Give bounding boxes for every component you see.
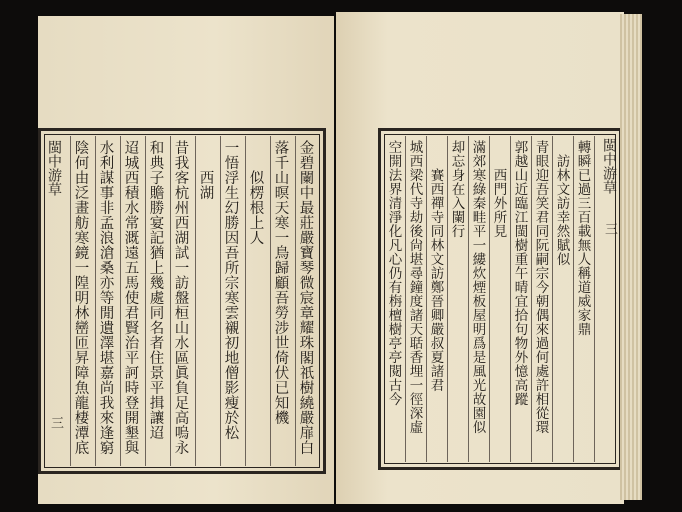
column-rule (195, 136, 196, 466)
book-page-edges (620, 14, 642, 500)
text-column: 訪林文訪幸然賦似 (553, 140, 570, 266)
text-column: 迢城西積水常溉遠五馬使君賢治平訶時登開墾與 (122, 140, 139, 455)
text-column: 轉瞬已過三百載無人稱道威家鼎 (574, 140, 591, 336)
left-page (38, 16, 334, 504)
text-column: 賽西禪寺同林文訪鄭晉卿嚴叔夏諸君 (427, 140, 444, 392)
column-rule (510, 136, 511, 462)
column-rule (405, 136, 406, 462)
column-rule (531, 136, 532, 462)
text-column: 城西梁代寺劫後尙堪尋鐘度諸天聒香埋一徑深虛 (406, 140, 423, 434)
column-rule (270, 136, 271, 466)
right-folio-number: 三 (602, 222, 617, 235)
column-rule (573, 136, 574, 462)
text-column: 西湖 (197, 140, 214, 200)
left-margin-title: 閩中游草 (46, 140, 62, 196)
column-rule (489, 136, 490, 462)
column-rule (220, 136, 221, 466)
column-rule (170, 136, 171, 466)
column-rule (426, 136, 427, 462)
text-column: 陰何由泛畫舫寒鏡一隍明林巒匝昇障魚龍棲潭底 (72, 140, 89, 455)
text-column: 昔我客杭州西湖試一訪盤桓山水區眞負足高嗚永 (172, 140, 189, 455)
text-column: 和典子贍勝宴記猶上幾處同名者住景平揖讓迢 (147, 140, 164, 440)
column-rule (70, 136, 71, 466)
column-rule (145, 136, 146, 466)
left-folio-number: 三 (48, 416, 63, 429)
column-rule (594, 136, 595, 462)
text-column: 水利謀事非孟浪滄桑亦等閒遺澤堪嘉尚我來逢窮 (97, 140, 114, 455)
column-rule (552, 136, 553, 462)
column-rule (95, 136, 96, 466)
column-rule (245, 136, 246, 466)
text-column: 似楞根上人 (247, 140, 264, 245)
column-rule (295, 136, 296, 466)
text-column: 西門外所見 (490, 140, 507, 238)
text-column: 空開法界清淨化凡心仍有栴檀樹亭亭閱古今 (385, 140, 402, 406)
text-column: 落千山暝天寒一鳥歸顧吾勞涉世倚伏已知機 (272, 140, 289, 425)
text-column: 滿郊寒綠秦畦平一縷炊煙板屋明爲是風光故園似 (469, 140, 486, 434)
text-column: 金碧闌中最莊嚴寶琴微宸章耀珠閣祇樹繞嚴扉白 (297, 140, 314, 455)
text-column: 一悟浮生幻勝因吾所宗寒雲襯初地僧影瘦於松 (222, 140, 239, 440)
text-column: 郭越山近臨江閩樹重午晴宜拾句物外憶高蹤 (511, 140, 528, 406)
column-rule (468, 136, 469, 462)
right-margin-title: 閩中游草 (601, 138, 617, 194)
column-rule (447, 136, 448, 462)
right-page (336, 12, 624, 504)
text-column: 青眼迎吾笑君同阮嗣宗今朝偶來過何處許相從環 (532, 140, 549, 434)
text-column: 却忘身在入闌行 (448, 140, 465, 238)
column-rule (120, 136, 121, 466)
